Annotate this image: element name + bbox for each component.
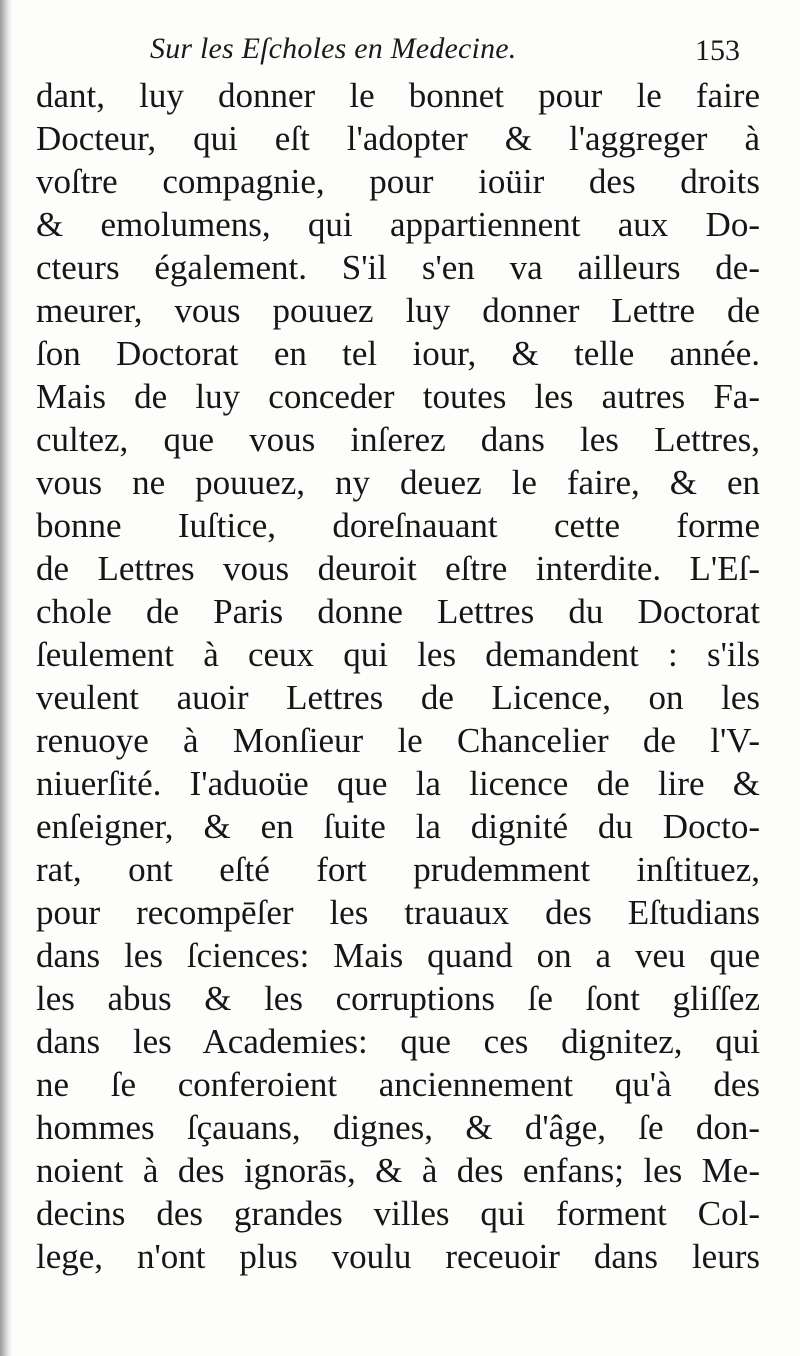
text-line: hommes ſçauans, dignes, & d'âge, ſe don- xyxy=(36,1108,760,1147)
text-line: veulent auoir Lettres de Licence, on les xyxy=(36,678,760,717)
text-line: lege, n'ont plus voulu receuoir dans leurs xyxy=(36,1237,760,1276)
text-line: les abus & les corruptions ſe ſont gliſſez xyxy=(36,979,760,1018)
text-line: ſeulement à ceux qui les demandent : s'ils xyxy=(36,635,760,674)
text-line: voſtre compagnie, pour ioüir des droits xyxy=(36,162,760,201)
text-line: ſon Doctorat en tel iour, & telle année. xyxy=(36,334,760,373)
binding-gutter-shadow xyxy=(0,0,12,1356)
text-line: Mais de luy conceder toutes les autres Fa- xyxy=(36,377,760,416)
text-line: de Lettres vous deuroit eſtre interdite. L'Eſ- xyxy=(36,549,760,588)
text-line: rat, ont eſté fort prudemment inſtituez, xyxy=(36,850,760,889)
text-line: dans les ſciences: Mais quand on a veu que xyxy=(36,936,760,975)
text-line: noient à des ignorās, & à des enfans; les Me- xyxy=(36,1151,760,1190)
text-line: cultez, que vous inſerez dans les Lettres, xyxy=(36,420,760,459)
text-line: enſeigner, & en ſuite la dignité du Docto- xyxy=(36,807,760,846)
text-line: dans les Academies: que ces dignitez, qui xyxy=(36,1022,760,1061)
text-line: meurer, vous pouuez luy donner Lettre de xyxy=(36,291,760,330)
text-line: cteurs également. S'il s'en va ailleurs de- xyxy=(36,248,760,287)
page-number: 153 xyxy=(695,34,740,67)
running-title: Sur les Eſcholes en Medecine. xyxy=(150,32,517,65)
text-line: niuerſité. I'aduoüe que la licence de lire & xyxy=(36,764,760,803)
text-line: renuoye à Monſieur le Chancelier de l'V- xyxy=(36,721,760,760)
body-text xyxy=(36,74,760,1278)
text-line: dant, luy donner le bonnet pour le faire xyxy=(36,76,760,115)
text-line: decins des grandes villes qui forment Col- xyxy=(36,1194,760,1233)
text-line: Docteur, qui eſt l'adopter & l'aggreger à xyxy=(36,119,760,158)
text-line: pour recompēſer les trauaux des Eſtudians xyxy=(36,893,760,932)
text-line: & emolumens, qui appartiennent aux Do- xyxy=(36,205,760,244)
text-line: ne ſe conferoient anciennement qu'à des xyxy=(36,1065,760,1104)
text-line: vous ne pouuez, ny deuez le faire, & en xyxy=(36,463,760,502)
text-line: chole de Paris donne Lettres du Doctorat xyxy=(36,592,760,631)
text-line: bonne Iuſtice, doreſnauant cette forme xyxy=(36,506,760,545)
